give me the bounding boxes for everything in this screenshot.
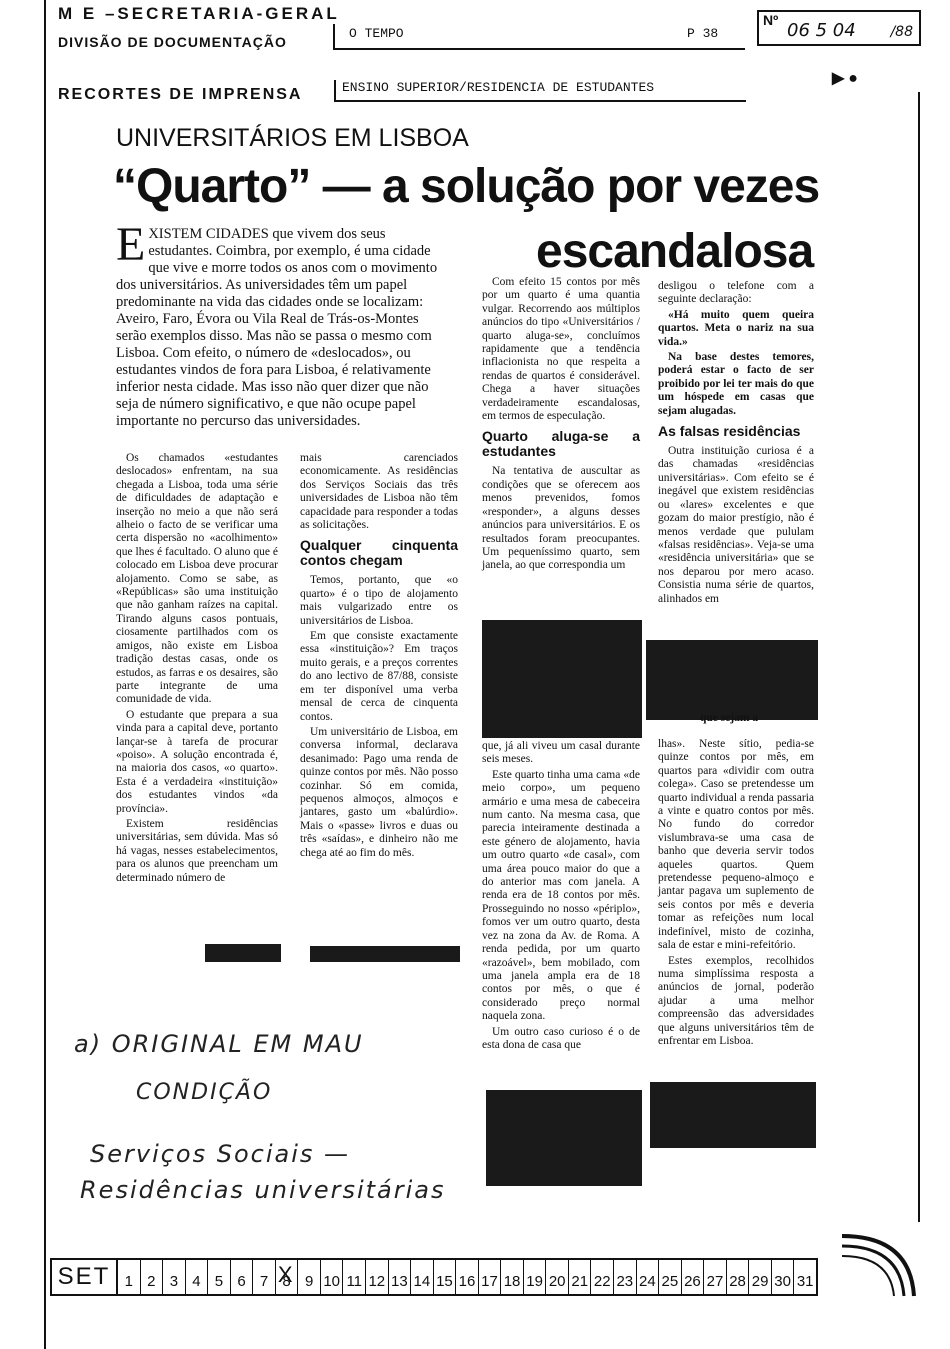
subject-box	[334, 80, 746, 102]
day-cell: 2	[141, 1260, 164, 1294]
col2-paragraph-3: Em que consiste exactamente essa «instituição»? Em traços muito gerais, e a preços correntes do ano lectivo de 87/88, consiste em ter disponível uma verba mensal de cerca de cinquenta contos.	[300, 630, 458, 723]
day-cells	[118, 1260, 816, 1294]
day-cell: 26	[682, 1260, 705, 1294]
day-cell: 29	[749, 1260, 772, 1294]
redaction-block	[646, 640, 818, 720]
redaction-block	[310, 946, 460, 962]
day-cell: 30	[772, 1260, 795, 1294]
day-cell: 25	[659, 1260, 682, 1294]
number-box	[757, 10, 921, 46]
day-cell: 10	[321, 1260, 344, 1294]
article-kicker: UNIVERSITÁRIOS EM LISBOA	[116, 124, 469, 152]
day-cell: 11	[343, 1260, 366, 1294]
column-4-continued	[658, 738, 814, 1050]
col2-paragraph-1: mais carenciados economicamente. As residências dos Serviços Sociais das três universidades de Lisboa não têm capacidade para responder a todas as solicitações.	[300, 452, 458, 532]
day-cell: 24	[637, 1260, 660, 1294]
day-cell: 8 X	[276, 1260, 299, 1294]
month-label: SET	[52, 1260, 118, 1294]
col2-paragraph-4: Um universitário de Lisboa, em conversa informal, declarava desanimado: Pago uma renda de quinze contos por mês. Não posso cozinhar. Só em comida, pequenos almoços, almoços e jantares, gasto um «balúrdio». Mais o «passe» livros e duas ou três «saídas», e dinheiro não me chega até ao fim do mês.	[300, 725, 458, 859]
col4-paragraph-4: lhas». Neste sítio, pedia-se quinze contos por mês, em quartos para «dividir com outra colega». Caso se pretendesse um quarto individual a renda passaria a vinte e quatro contos por mês. No fundo do corredor vislumbrava-se uma casa de banho que deveria servir todos aqueles quartos. Quem pretendesse pequeno-almoço e jantar pagava um suplemento de seis contos por mês e deveria tomar as refeições num local indefinível, misto de cozinha, sala de estar e mini-refeitório.	[658, 738, 814, 952]
col2-subheading: Qualquer cinquenta contos chegam	[300, 537, 458, 569]
day-cell: 16	[456, 1260, 479, 1294]
number-year: /88	[890, 24, 913, 40]
page-reference: P 38	[687, 26, 719, 41]
col4-paragraph-3: Outra instituição curiosa é a das chamadas «residências universitárias». Com efeito se é inegável que existem residências ou «lares» excelentes e que gozam do maior prestígio, não é menos verdade que pululam «falsas residências». Veja-se uma «residência universitária» que se nos deparou por mero acaso. Consistia numa série de quartos, alinhados em	[658, 445, 814, 605]
col4-mid-fragment: que sejam a	[700, 712, 759, 724]
day-cell: 3	[163, 1260, 186, 1294]
subject-text: ENSINO SUPERIOR/RESIDENCIA DE ESTUDANTES	[342, 80, 655, 95]
column-3-continued	[482, 740, 640, 1054]
column-4	[658, 280, 814, 608]
col1-paragraph-2: O estudante que prepara a sua vinda para a capital deve, portanto lançar-se à tarefa de procurar «poiso». A solução encontrada é, na maioria dos casos, «o quarto». Esta é a verdadeira «instituição» dos estudantes vindos «da província».	[116, 708, 278, 815]
publication-box	[333, 24, 745, 50]
lead-text: XISTEM CIDADES que vivem dos seus estudantes. Coimbra, por exemplo, é uma cidade que vive e morre todos os anos com o movimento dos universitários. As universidades têm um papel predominante na vida das cidades onde se localizam: Aveiro, Faro, Évora ou Vila Real de Trás-os-Montes serão exemplos disso. Mas não se passa o mesmo com Lisboa. Com efeito, o número de «deslocados», ou estudantes vindos de fora para Lisboa, é relativamente inferior nesta cidade. Mas isso não quer dizer que não seja de número significativo, e que não ocupe papel importante no percurso das universidades.	[116, 226, 438, 429]
col1-paragraph-3: Existem residências universitárias, sem dúvida. Mas só há vagas, nesses estabelecimentos, para os alunos que preencham um determinado número de	[116, 817, 278, 884]
col3-paragraph-4: Este quarto tinha uma cama «de meio corpo», um pequeno armário e uma mesa de cabeceira num canto. Na mesma casa, que parecia inteiramente destinada a este género de alojamento, havia um outro quarto «de casal», com uma área pouco maior do que a do anterior mas com janela. A renda era de 18 contos por mês. Prosseguindo no nosso «périplo», fomos ver um outro quarto, desta vez na zona da Av. de Roma. A renda pedida, por um quarto «razoável», bem mobilado, com uma janela ampla era de 18 contos por mês, o que é considerado preço normal naquela zona.	[482, 768, 640, 1023]
left-margin-rule	[44, 0, 46, 1349]
corner-arc-mark	[840, 1232, 920, 1298]
division-line: DIVISÃO DE DOCUMENTAÇÃO	[58, 34, 287, 50]
day-cell: 4	[186, 1260, 209, 1294]
col4-quote: «Há muito quem queira quartos. Meta o nariz na sua vida.»	[658, 308, 814, 348]
day-cell: 22	[591, 1260, 614, 1294]
redaction-block	[482, 620, 642, 738]
redaction-block	[486, 1090, 642, 1186]
corner-marks: ▶ ●	[832, 70, 858, 87]
redaction-block	[650, 1082, 816, 1148]
col3-paragraph-1: Com efeito 15 contos por mês por um quarto é uma quantia vulgar. Recorrendo aos múltiplos anúncios do tipo «Universitários / quarto aluga-se», concluímos rapidamente que a tendência inflacionista no que respeita a rendas de quartos é considerável. Chega a haver situações verdadeiramente escandalosas, em termos de especulação.	[482, 276, 640, 423]
day-cell: 9	[298, 1260, 321, 1294]
day-cell: 20	[546, 1260, 569, 1294]
article-lead	[116, 218, 446, 430]
handwritten-note-line-4: Residências universitárias	[80, 1176, 446, 1204]
clippings-line: RECORTES DE IMPRENSA	[58, 86, 303, 103]
day-cell: 27	[704, 1260, 727, 1294]
day-cell: 19	[524, 1260, 547, 1294]
column-2	[300, 452, 458, 862]
day-cell: 21	[569, 1260, 592, 1294]
day-cell: 5	[208, 1260, 231, 1294]
day-cell: 28	[727, 1260, 750, 1294]
day-cell: 17	[479, 1260, 502, 1294]
col1-paragraph-1: Os chamados «estudantes deslocados» enfrentam, na sua chegada a Lisboa, toda uma série de dificuldades de adaptação e inserção no meio a que não será alheio o facto de se verificar uma certa dispersão no «acolhimento» que lhes é facultado. O aluno que é colocado em Lisboa deve procurar alojamento. Como se sabe, as «Repúblicas» são uma instituição que não ganham raízes na capital. Tirando alguns casos pontuais, ciosamente partilhados com os amigos, não existe em Lisboa tradição destas casas, onde os estudos, as farras e os desaires, são parte integrante de uma comunidade de vida.	[116, 452, 278, 706]
day-cell: 7	[253, 1260, 276, 1294]
col3-paragraph-2: Na tentativa de auscultar as condições que se oferecem aos menos prevenidos, fomos «responder», a alguns desses anúncios para universitários. E os resultados foram preocupantes. Um pequeníssimo quarto, sem janela, ao que correspondia um	[482, 465, 640, 572]
col4-paragraph-5: Estes exemplos, recolhidos numa simplíssima resposta a anúncios de jornal, poderão ajudar a uma melhor compreensão das adversidades que alguns universitários têm de enfrentar em Lisboa.	[658, 954, 814, 1047]
col2-paragraph-2: Temos, portanto, que «o quarto» é o tipo de alojamento mais vulgarizado entre os universitários de Lisboa.	[300, 574, 458, 627]
date-strip	[50, 1258, 818, 1296]
col4-fragment	[700, 712, 810, 725]
day-cell: 31	[796, 1273, 814, 1290]
handwritten-note-line-3: Serviços Sociais —	[90, 1140, 351, 1168]
col4-paragraph-2: Na base destes temores, poderá estar o facto de ser proibido por lei ter mais do que um hóspede em casas que sejam alugadas.	[658, 351, 814, 417]
lead-dropcap: E	[116, 218, 146, 271]
col3-paragraph-3: que, já ali viveu um casal durante seis meses.	[482, 740, 640, 766]
number-label: Nº	[763, 12, 779, 28]
day-cell: 6	[231, 1260, 254, 1294]
right-margin-rule	[918, 92, 920, 1222]
day-cell: 13	[389, 1260, 412, 1294]
col3-subheading: Quarto aluga-se a estudantes	[482, 428, 640, 460]
day-cell: 12	[366, 1260, 389, 1294]
redaction-block	[205, 944, 281, 962]
article-headline: “Quarto” — a solução por vezes	[113, 160, 820, 213]
org-line: M E –SECRETARIA-GERAL	[58, 4, 340, 23]
handwritten-note-line-2: CONDIÇÃO	[136, 1080, 273, 1105]
publication-name: O TEMPO	[349, 26, 404, 41]
col3-paragraph-5: Um outro caso curioso é o de esta dona de casa que	[482, 1025, 640, 1051]
article-headline-continuation: escandalosa	[536, 225, 814, 278]
col4-paragraph-1: desligou o telefone com a seguinte declaração:	[658, 280, 814, 306]
day-cell: 15	[434, 1260, 457, 1294]
day-cell: 1	[118, 1260, 141, 1294]
day-cell: 23	[614, 1260, 637, 1294]
handwritten-note-line-1: a) ORIGINAL EM MAU	[74, 1030, 364, 1058]
column-3	[482, 276, 640, 575]
col4-subheading: As falsas residências	[658, 423, 801, 440]
number-value: 06 5 04	[787, 20, 856, 41]
day-cell: 14	[411, 1260, 434, 1294]
column-1	[116, 452, 278, 887]
day-cell: 18	[501, 1260, 524, 1294]
